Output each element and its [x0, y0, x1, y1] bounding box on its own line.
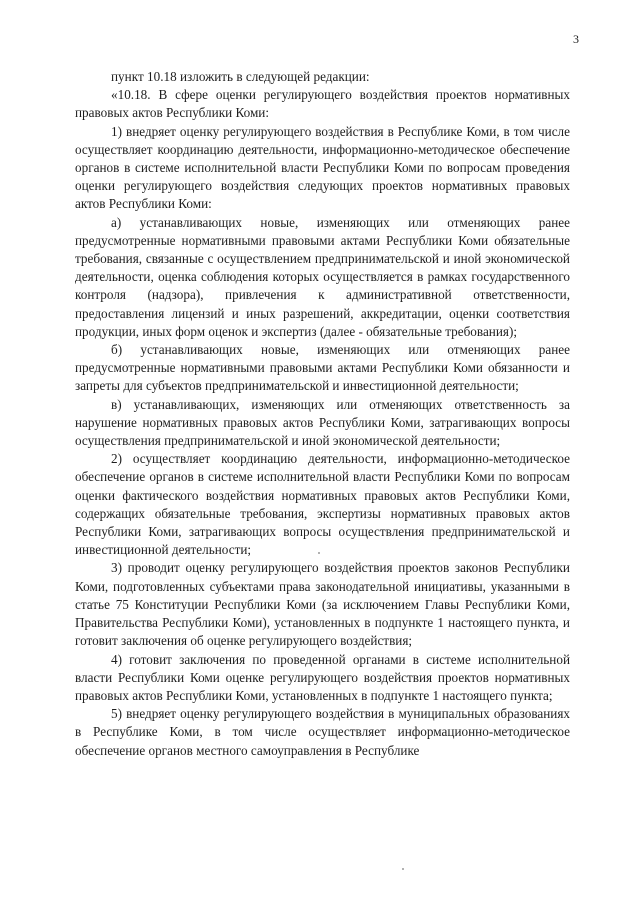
paragraph-section-heading: «10.18. В сфере оценки регулирующего воздействия проектов нормативных правовых актов Республики Коми: — [75, 87, 570, 121]
paragraph-intro: пункт 10.18 изложить в следующей редакции: — [111, 69, 370, 84]
scan-speck — [402, 868, 404, 870]
paragraph-item-4: 4) готовит заключения по проведенной органами в системе исполнительной власти Республики Коми оценке регулирующего воздействия проектов нормативных правовых актов Республики Коми, установленных в подпункте 1 настоящего пункта; — [75, 651, 570, 703]
paragraph-item-3: 3) проводит оценку регулирующего воздействия проектов законов Республики Коми, подготовленных субъектами права законодательной инициативы, указанными в статье 75 Конституции Республики Коми (за исключением Главы Республики Коми, Правительства Республики Коми), установленных в подпункте 1 настоящего пункта, и готовит заключения об оценке регулирующего воздействия; — [75, 560, 570, 649]
paragraph-item-5: 5) внедряет оценку регулирующего воздействия в муниципальных образованиях в Республике Коми, в том числе осуществляет информационно-методическое обеспечение органов местного самоуправления в Республике — [75, 706, 570, 758]
paragraph-item-1: 1) внедряет оценку регулирующего воздействия в Республике Коми, в том числе осуществляет координацию деятельности, информационно-методическое обеспечение органов в системе исполнительной власти Республики Коми по вопросам проведения оценки регулирующего воздействия следующих проектов нормативных правовых актов Республики Коми: — [75, 123, 570, 212]
paragraph-subitem-a: а) устанавливающих новые, изменяющих или отменяющих ранее предусмотренные нормативными правовыми актами Республики Коми обязательные требования, связанные с осуществлением предпринимательской и иной экономической деятельности, оценка соблюдения которых осуществляется в рамках государственного контроля (надзора), привлечения к административной ответственности, предоставления лицензий и иных разрешений, аккредитации, оценки соответствия продукции, иных форм оценок и экспертиз (далее - обязательные требования); — [75, 214, 570, 339]
scan-speck — [318, 552, 320, 554]
page-number: 3 — [573, 32, 579, 46]
paragraph-subitem-v: в) устанавливающих, изменяющих или отменяющих ответственность за нарушение нормативных правовых актов Республики Коми, затрагивающих вопросы осуществления предпринимательской и иной экономической деятельности; — [75, 396, 570, 449]
paragraph-subitem-b: б) устанавливающих новые, изменяющих или отменяющих ранее предусмотренные нормативными правовыми актами Республики Коми обязанности и запреты для субъектов предпринимательской и инвестиционной деятельности; — [75, 342, 570, 394]
paragraph-item-2: 2) осуществляет координацию деятельности, информационно-методическое обеспечение органов в системе исполнительной власти Республики Коми по вопросам оценки фактического воздействия нормативных правовых актов Республики Коми, содержащих обязательные требования, экспертизы нормативных правовых актов Республики Коми, затрагивающих вопросы осуществления предпринимательской и инвестиционной деятельности; — [75, 451, 570, 558]
document-body — [75, 68, 570, 760]
